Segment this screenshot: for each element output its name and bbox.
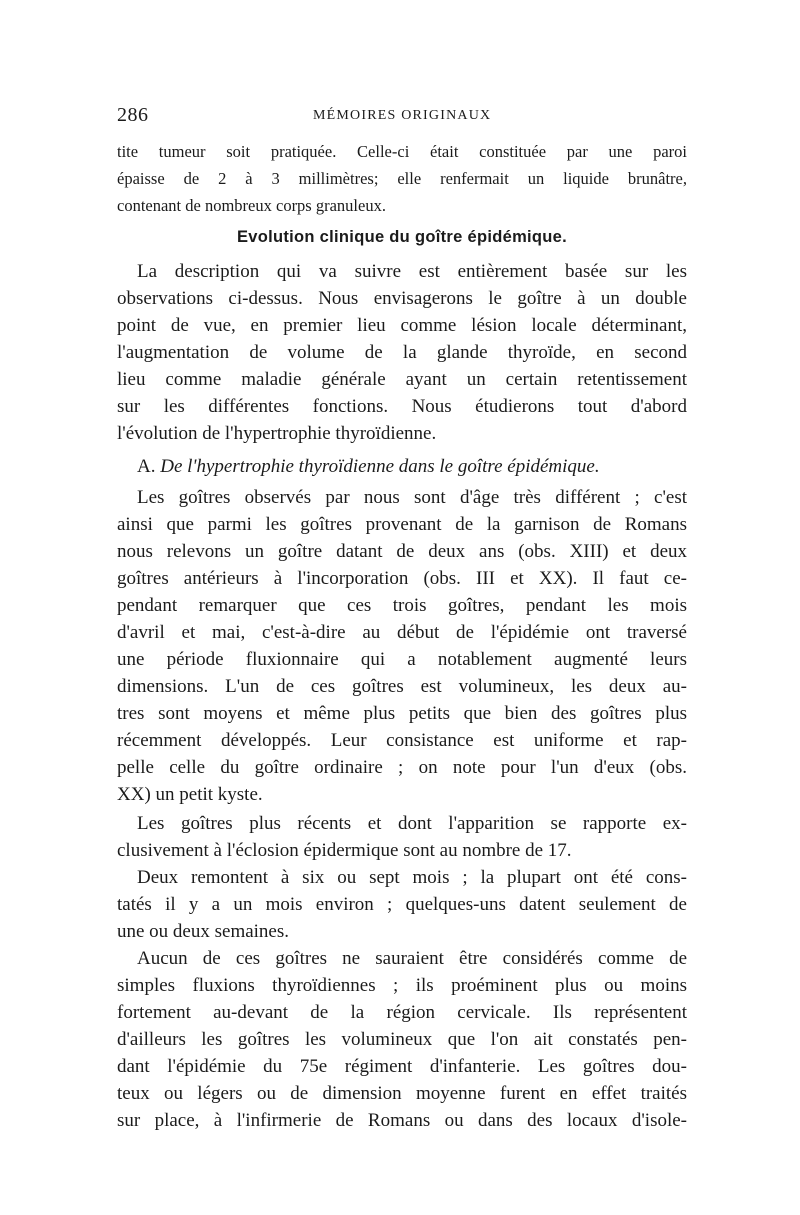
paragraph-line: pendant remarquer que ces trois goîtres, pendant les mois [117, 595, 687, 616]
intro-line: contenant de nombreux corps granuleux. [117, 196, 386, 215]
paragraph-line: Deux remontent à six ou sept mois ; la plupart ont été cons- [137, 867, 687, 888]
paragraph-line: sur place, à l'infirmerie de Romans ou dans des locaux d'isole- [117, 1110, 687, 1131]
paragraph-line: clusivement à l'éclosion épidermique sont au nombre de 17. [117, 840, 572, 861]
subsection-marker: A. [137, 456, 156, 477]
paragraph-line: XX) un petit kyste. [117, 784, 263, 805]
paragraph-line: simples fluxions thyroïdiennes ; ils proéminent plus ou moins [117, 975, 687, 996]
paragraph-line: l'évolution de l'hypertrophie thyroïdienne. [117, 423, 437, 444]
paragraph-line: dimensions. L'un de ces goîtres est volumineux, les deux au- [117, 676, 687, 697]
paragraph-line: ainsi que parmi les goîtres provenant de la garnison de Romans [117, 514, 687, 535]
section-heading: Evolution clinique du goître épidémique. [236, 228, 568, 246]
running-title: MÉMOIRES ORIGINAUX [313, 108, 492, 123]
paragraph-line: sur les différentes fonctions. Nous étudierons tout d'abord [117, 396, 687, 417]
paragraph-line: Aucun de ces goîtres ne sauraient être considérés comme de [137, 948, 687, 969]
paragraph-line: point de vue, en premier lieu comme lésion locale déterminant, [117, 315, 687, 336]
paragraph-line: d'ailleurs les goîtres les volumineux que l'on ait constatés pen- [117, 1029, 687, 1050]
paragraph-line: goîtres antérieurs à l'incorporation (obs. III et XX). Il faut ce- [117, 568, 687, 589]
intro-line: épaisse de 2 à 3 millimètres; elle renfermait un liquide brunâtre, [117, 169, 687, 188]
paragraph-line: fortement au-devant de la région cervicale. Ils représentent [117, 1002, 687, 1023]
paragraph-line: observations ci-dessus. Nous envisagerons le goître à un double [117, 288, 687, 309]
paragraph-line: tatés il y a un mois environ ; quelques-uns datent seulement de [117, 894, 687, 915]
subsection-title: De l'hypertrophie thyroïdienne dans le goître épidémique. [160, 456, 600, 477]
intro-line: tite tumeur soit pratiquée. Celle-ci était constituée par une paroi [117, 142, 687, 161]
page-number: 286 [117, 104, 149, 126]
paragraph-line: l'augmentation de volume de la glande thyroïde, en second [117, 342, 687, 363]
paragraph-line: récemment développés. Leur consistance est uniforme et rap- [117, 730, 687, 751]
paragraph-line: une ou deux semaines. [117, 921, 290, 942]
paragraph-line: d'avril et mai, c'est-à-dire au début de l'épidémie ont traversé [117, 622, 687, 643]
paragraph-line: lieu comme maladie générale ayant un certain retentissement [117, 369, 687, 390]
paragraph-line: tres sont moyens et même plus petits que bien des goîtres plus [117, 703, 687, 724]
paragraph-line: Les goîtres plus récents et dont l'apparition se rapporte ex- [137, 813, 687, 834]
paragraph-line: La description qui va suivre est entièrement basée sur les [137, 261, 687, 282]
paragraph-line: nous relevons un goître datant de deux ans (obs. XIII) et deux [117, 541, 687, 562]
paragraph-line: Les goîtres observés par nous sont d'âge très différent ; c'est [137, 487, 687, 508]
subsection-heading [137, 453, 687, 480]
paragraph-line: pelle celle du goître ordinaire ; on note pour l'un d'eux (obs. [117, 757, 687, 778]
paragraph-line: dant l'épidémie du 75e régiment d'infanterie. Les goîtres dou- [117, 1056, 687, 1077]
paragraph-line: teux ou légers ou de dimension moyenne furent en effet traités [117, 1083, 687, 1104]
running-head [117, 104, 687, 128]
paragraph-line: une période fluxionnaire qui a notablement augmenté leurs [117, 649, 687, 670]
